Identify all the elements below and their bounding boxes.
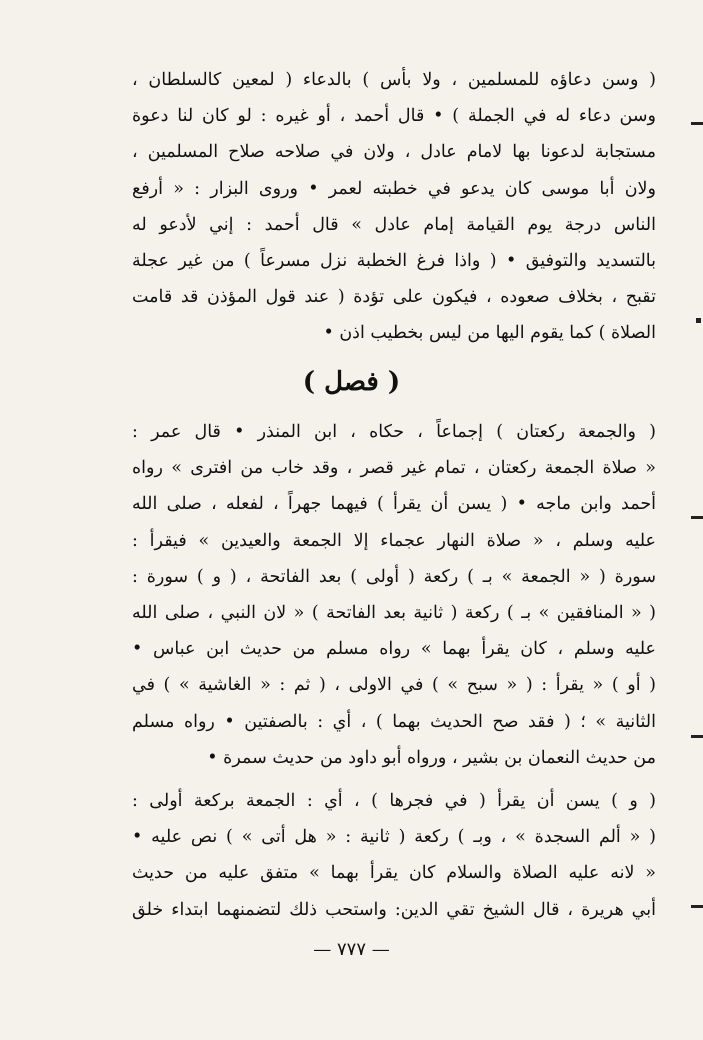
section-heading: ( فصل ) xyxy=(302,367,401,397)
margin-mark xyxy=(691,735,703,738)
margin-mark xyxy=(691,122,703,125)
margin-mark xyxy=(696,318,701,323)
text-line: ( وسن دعاؤه للمسلمين ، ولا بأس ) بالدعاء ( لمعين كالسلطان ، xyxy=(132,70,656,90)
page-number: — ٧٧٧ — xyxy=(313,939,390,960)
text-line: سورة ( « الجمعة » بـ ) ركعة ( أولى ) بعد الفاتحة ، ( و ) سورة : xyxy=(132,566,656,587)
text-line: أبي هريرة ، قال الشيخ تقي الدين: واستحب ذلك لتضمنهما ابتداء خلق xyxy=(132,899,656,920)
text-line: الصلاة ) كما يقوم اليها من ليس بخطيب اذن • xyxy=(323,323,656,344)
text-line: « لانه عليه الصلاة والسلام كان يقرأ بهما » متفق عليه من حديث xyxy=(132,863,656,884)
text-line: الثانية » ؛ ( فقد صح الحديث بهما ) ، أي : بالصفتين • رواه مسلم xyxy=(132,711,656,732)
margin-mark xyxy=(691,905,703,908)
text-line: وسن دعاء له في الجملة ) • قال أحمد ، أو غيره : لو كان لنا دعوة xyxy=(132,106,656,127)
text-line: ( « ألم السجدة » ، وبـ ) ركعة ( ثانية : « هل أتى » ) نص عليه • xyxy=(132,827,656,848)
text-line: عليه وسلم ، « صلاة النهار عجماء إلا الجمعة والعيدين » فيقرأ : xyxy=(132,530,656,551)
text-line: ( أو ) « يقرأ : ( « سبح » ) في الاولى ، ( ثم : « الغاشية » ) في xyxy=(132,675,656,696)
text-line: الناس درجة يوم القيامة إمام عادل » قال أحمد : إني لأدعو له xyxy=(132,214,656,235)
paragraph-khutbah-dua xyxy=(132,62,656,352)
text-line: عليه وسلم ، كان يقرأ بهما » رواه مسلم من حديث ابن عباس • xyxy=(132,639,656,660)
text-line: من حديث النعمان بن بشير ، ورواه أبو داود من حديث سمرة • xyxy=(207,747,656,768)
text-line: « صلاة الجمعة ركعتان ، تمام غير قصر ، وقد خاب من افترى » رواه xyxy=(132,458,656,479)
margin-mark xyxy=(691,516,703,519)
paragraph-jumua-rakatan xyxy=(132,414,656,776)
text-line: أحمد وابن ماجه • ( يسن أن يقرأ ) فيهما جهراً ، لفعله ، صلى الله xyxy=(132,494,656,515)
text-line: ( والجمعة ركعتان ) إجماعاً ، حكاه ، ابن المنذر • قال عمر : xyxy=(132,422,656,442)
text-line: ولان أبا موسى كان يدعو في خطبته لعمر • وروى البزار : « أرفع xyxy=(132,178,656,199)
text-line: بالتسديد والتوفيق • ( واذا فرغ الخطبة نزل مسرعاً ) من غير عجلة xyxy=(132,250,656,271)
text-line: ( و ) يسن أن يقرأ ( في فجرها ) ، أي : الجمعة بركعة أولى : xyxy=(132,791,656,811)
text-line: مستجابة لدعونا بها لامام عادل ، ولان في صلاحه صلاح المسلمين ، xyxy=(132,142,656,163)
text-line: ( « المنافقين » بـ ) ركعة ( ثانية بعد الفاتحة ) « لان النبي ، صلى الله xyxy=(132,602,656,623)
text-line: تقبح ، بخلاف صعوده ، فيكون على تؤدة ( عند قول المؤذن قد قامت xyxy=(132,287,656,308)
paragraph-fajr-recitation xyxy=(132,783,656,928)
